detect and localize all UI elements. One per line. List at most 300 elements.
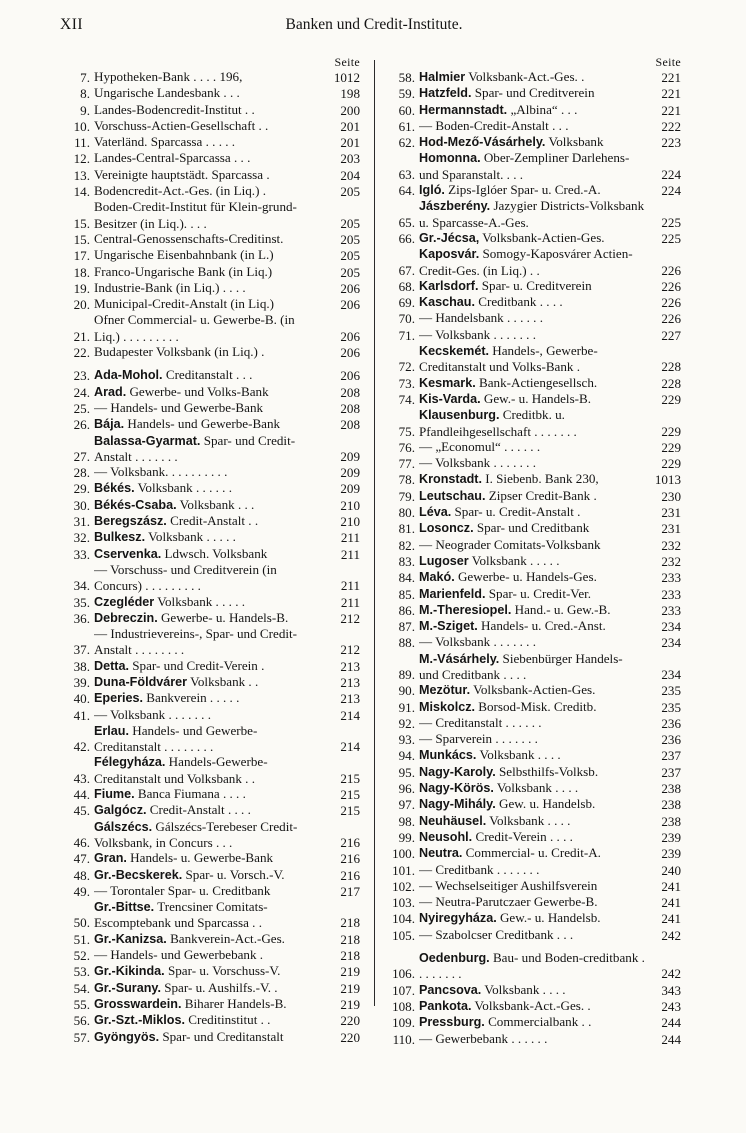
entry-text: [94, 786, 320, 802]
entry-description: — Volksbank . . . . . . .: [419, 326, 537, 342]
entry-page: 225: [661, 214, 681, 230]
entry-description: — Handels- und Gewerbe-Bank: [94, 399, 264, 415]
entry-description: Credit-Verein . . . .: [472, 828, 573, 844]
entry-number: 83.: [398, 553, 415, 569]
entry-page: 232: [661, 553, 681, 569]
entry-description: I. Siebenb. Bank 230,: [481, 471, 599, 487]
entry-page: 241: [661, 911, 681, 927]
column-divider: [374, 60, 375, 1006]
entry-text: [419, 1031, 645, 1047]
entry-text: [94, 344, 320, 360]
entry-text: [94, 610, 320, 626]
entry-number: 93.: [398, 732, 415, 748]
entry-page: 213: [340, 674, 360, 690]
entry-place-name: M.-Vásárhely.: [419, 651, 500, 666]
index-entry: [385, 230, 681, 246]
index-entry: [385, 780, 681, 796]
entry-number: 103.: [392, 895, 415, 911]
entry-number: 38.: [73, 658, 90, 674]
entry-place-name: Halmier: [419, 70, 466, 84]
entry-page: 210: [340, 514, 360, 530]
index-entry: [385, 998, 681, 1014]
entry-description: Handels- und Gewerbe-Creditanstalt . . . . . . . .: [94, 722, 258, 755]
entry-text: [94, 546, 320, 562]
entry-place-name: Hermannstadt.: [419, 102, 508, 117]
entry-number: 60.: [398, 102, 415, 118]
entry-page: 214: [340, 707, 360, 723]
entry-page: 206: [340, 345, 360, 361]
entry-text: [419, 764, 645, 780]
entry-number: 97.: [398, 797, 415, 813]
index-entry: [385, 407, 681, 439]
entry-number: 37.: [73, 642, 90, 658]
entry-description: — Volksbank . . . . . . .: [94, 706, 212, 722]
entry-place-name: Eperies.: [94, 691, 144, 706]
entry-page: 242: [661, 966, 681, 982]
entry-number: 82.: [398, 537, 415, 553]
index-entry: [62, 183, 360, 199]
entry-page: 215: [340, 787, 360, 803]
entry-description: Landes-Central-Sparcassa . . .: [94, 150, 251, 166]
entry-page: 208: [340, 384, 360, 400]
entry-text: [419, 182, 645, 198]
entry-place-name: Jászberény.: [419, 199, 491, 214]
entry-page: 209: [340, 465, 360, 481]
entry-description: Volksbank . . . .: [476, 747, 561, 763]
entry-page: 234: [661, 635, 681, 651]
entry-text: [419, 85, 645, 101]
entry-number: 70.: [398, 311, 415, 327]
entry-description: Zips-Iglóer Spar- u. Cred.-A.: [444, 182, 601, 198]
entry-page: 239: [661, 846, 681, 862]
entry-number: 107.: [392, 982, 415, 998]
entry-text: [94, 199, 320, 231]
entry-text: [419, 439, 645, 455]
entry-description: Vorschuss-Actien-Gesellschaft . .: [94, 117, 269, 133]
entry-text: [419, 278, 645, 294]
entry-page: 208: [340, 417, 360, 433]
entry-description: Hand.- u. Gew.-B.: [511, 601, 611, 617]
entry-text: [94, 931, 320, 947]
entry-page: 215: [340, 803, 360, 819]
entry-place-name: Kaposvár.: [419, 247, 480, 262]
entry-number: 56.: [73, 1013, 90, 1029]
entry-page: 224: [661, 166, 681, 182]
entry-text: [94, 883, 320, 899]
entry-description: — Volksbank . . . . . . .: [419, 634, 537, 650]
entry-place-name: Erlau.: [94, 723, 129, 738]
entry-description: Credit-Anstalt . .: [166, 513, 259, 529]
entry-number: 40.: [73, 691, 90, 707]
entry-place-name: Klausenburg.: [419, 408, 500, 423]
entry-page: 206: [340, 297, 360, 313]
entry-place-name: Nagy-Körös.: [419, 781, 494, 796]
entry-number: 39.: [73, 674, 90, 690]
entry-page: 233: [661, 602, 681, 618]
left-column: [62, 55, 360, 1045]
entry-page: 228: [661, 359, 681, 375]
entry-number: 10.: [73, 118, 90, 134]
index-entry: [62, 134, 360, 150]
entry-description: Creditinstitut . .: [184, 1012, 271, 1028]
index-entry: [385, 950, 681, 982]
entry-description: Industrie-Bank (in Liq.) . . . .: [94, 279, 246, 295]
entry-text: [94, 707, 320, 723]
entry-description: Handels-Gewerbe-Creditanstalt und Volksbank . .: [94, 754, 268, 786]
index-entry: [62, 247, 360, 263]
entry-description: Volksbank . . . .: [486, 812, 571, 828]
entry-number: 48.: [73, 867, 90, 883]
index-entry: [62, 529, 360, 545]
entry-description: Gewerbe- und Volks-Bank: [126, 383, 269, 399]
entry-page: 241: [661, 895, 681, 911]
index-entry: [385, 699, 681, 715]
entry-place-name: Gr.-Kikinda.: [94, 964, 165, 979]
entry-number: 15.: [73, 231, 90, 247]
entry-page: 343: [661, 982, 681, 998]
entry-number: 84.: [398, 570, 415, 586]
entry-description: Bankverein-Act.-Ges.: [166, 930, 285, 946]
entry-number: 68.: [398, 278, 415, 294]
entry-number: 86.: [398, 602, 415, 618]
entry-number: 78.: [398, 472, 415, 488]
entry-number: 77.: [398, 456, 415, 472]
entry-text: [94, 513, 320, 529]
entry-place-name: Duna-Földvárer: [94, 674, 188, 689]
entry-number: 18.: [73, 264, 90, 280]
entry-place-name: Gran.: [94, 851, 127, 866]
entry-number: 98.: [398, 813, 415, 829]
entry-description: Gewerbe- u. Handels-B.: [157, 609, 289, 625]
index-entry: [385, 278, 681, 294]
entry-description: Selbsthilfs-Volksb.: [495, 763, 599, 779]
entry-description: — Wechselseitiger Aushilfsverein: [419, 877, 598, 893]
entry-text: [419, 310, 645, 326]
entry-text: [94, 150, 320, 166]
entry-page: 221: [661, 86, 681, 102]
index-entry: [62, 658, 360, 674]
entry-description: Spar- u. Vorsch.-V.: [182, 866, 285, 882]
entry-description: Trencsiner Comitats-Escomptebank und Sparcassa . .: [94, 899, 268, 931]
entry-description: Municipal-Credit-Anstalt (in Liq.): [94, 296, 275, 312]
entry-page: 219: [340, 964, 360, 980]
entry-description: — Neograder Comitats-Volksbank: [419, 536, 601, 552]
entry-number: 20.: [73, 297, 90, 313]
page-number: XII: [60, 16, 84, 33]
entry-number: 29.: [73, 481, 90, 497]
entry-description: Gew. u. Handelsb.: [495, 796, 596, 812]
index-entry: [62, 707, 360, 723]
index-entry: [62, 480, 360, 496]
index-entry: [385, 391, 681, 407]
index-entry: [62, 513, 360, 529]
entry-place-name: Czegléder: [94, 594, 155, 609]
entry-description: Volksbank . . . . . .: [134, 480, 232, 496]
entry-description: — Creditbank . . . . . . .: [419, 861, 540, 877]
page-title: Banken und Credit-Institute.: [285, 16, 463, 33]
index-entry: [385, 439, 681, 455]
page-header: [60, 16, 688, 38]
index-entry: [62, 963, 360, 979]
index-entry: [385, 455, 681, 471]
entry-description: Ldwsch. Volksbank: [161, 545, 268, 561]
entry-text: [94, 497, 320, 513]
entry-page: 212: [340, 610, 360, 626]
entry-text: [94, 69, 320, 85]
entry-page: 237: [661, 748, 681, 764]
entry-text: [419, 998, 645, 1014]
entry-text: [419, 780, 645, 796]
entry-description: Spar- u. Credit-Ver.: [485, 585, 592, 601]
entry-page: 216: [340, 867, 360, 883]
index-entry: [385, 294, 681, 310]
entry-page: 216: [340, 834, 360, 850]
entry-number: 108.: [392, 998, 415, 1014]
entry-number: 28.: [73, 465, 90, 481]
entry-place-name: Gr.-Kanizsa.: [94, 931, 167, 946]
entry-page: 1012: [333, 70, 360, 85]
entry-text: [419, 375, 645, 391]
index-entry: [385, 1031, 681, 1047]
entry-description: — Gewerbebank . . . . . .: [419, 1030, 548, 1046]
index-entry: [62, 899, 360, 931]
entry-place-name: Gr.-Bittse.: [94, 900, 155, 915]
entry-text: [419, 634, 645, 650]
entry-description: Bodencredit-Act.-Ges. (in Liq.) .: [94, 183, 266, 199]
entry-page: 220: [340, 1029, 360, 1045]
entry-text: [419, 699, 645, 715]
entry-page: 238: [661, 781, 681, 797]
entry-text: [419, 391, 645, 407]
index-entry: [385, 634, 681, 650]
entry-page: 222: [661, 118, 681, 134]
entry-text: [94, 167, 320, 183]
entry-text: [94, 529, 320, 545]
entry-page: 212: [340, 642, 360, 658]
index-entry: [385, 764, 681, 780]
entry-place-name: Debreczin.: [94, 610, 158, 625]
entry-text: [94, 562, 320, 594]
entry-place-name: Losoncz.: [419, 521, 474, 536]
index-entry: [385, 246, 681, 278]
entry-text: [419, 1014, 645, 1030]
entry-page: 234: [661, 666, 681, 682]
entry-page: 200: [340, 102, 360, 118]
index-entry: [385, 118, 681, 134]
entry-page: 213: [340, 691, 360, 707]
index-entry: [385, 375, 681, 391]
right-column: [385, 55, 681, 1047]
index-entry: [385, 520, 681, 536]
index-entry: [62, 497, 360, 513]
entry-text: [419, 894, 645, 910]
index-entry: [385, 553, 681, 569]
index-entry: [385, 829, 681, 845]
entry-place-name: Félegyháza.: [94, 755, 166, 770]
entry-page: 211: [340, 578, 360, 594]
index-entry: [385, 927, 681, 943]
index-entry: [62, 85, 360, 101]
entry-number: 22.: [73, 345, 90, 361]
entry-page: 204: [340, 167, 360, 183]
entry-number: 12.: [73, 151, 90, 167]
entry-description: Biharer Handels-B.: [181, 995, 287, 1011]
entry-page: 217: [340, 883, 360, 899]
entry-number: 99.: [398, 829, 415, 845]
entry-page: 210: [340, 497, 360, 513]
entry-text: [94, 85, 320, 101]
entry-text: [94, 1012, 320, 1028]
entry-text: [419, 504, 645, 520]
entry-description: Gew.- u. Handels-B.: [480, 390, 592, 406]
entry-place-name: Marienfeld.: [419, 586, 486, 601]
index-entry: [385, 150, 681, 182]
entry-page: 206: [340, 368, 360, 384]
index-entry: [62, 802, 360, 818]
entry-page: 225: [661, 230, 681, 246]
entry-description: Spar- u. Vorschuss-V.: [164, 963, 281, 979]
entry-place-name: Detta.: [94, 658, 129, 673]
entry-text: [94, 231, 320, 247]
entry-page: 226: [661, 311, 681, 327]
entry-number: 79.: [398, 488, 415, 504]
entry-text: [419, 982, 645, 998]
entry-text: [419, 845, 645, 861]
entry-text: [94, 1029, 320, 1045]
entry-text: [419, 651, 645, 683]
index-entry: [62, 102, 360, 118]
entry-description: — Vorschuss- und Creditverein (in Concurs) . . . . . . . . .: [94, 561, 277, 594]
index-entry: [62, 996, 360, 1012]
entry-page: 201: [340, 118, 360, 134]
entry-page: 226: [661, 295, 681, 311]
entry-number: 8.: [80, 86, 90, 102]
entry-place-name: Oedenburg.: [419, 951, 490, 966]
entry-page: 228: [661, 375, 681, 391]
entry-description: Volksbank . . . . .: [154, 593, 246, 609]
entry-text: [94, 690, 320, 706]
index-entry: [385, 862, 681, 878]
entry-number: 23.: [73, 368, 90, 384]
entry-number: 41.: [73, 707, 90, 723]
entry-text: [94, 658, 320, 674]
entry-description: — Handelsbank . . . . . .: [419, 310, 544, 326]
entry-page: 213: [340, 658, 360, 674]
entry-number: 26.: [73, 417, 90, 433]
entry-text: [94, 264, 320, 280]
entry-page: 231: [661, 505, 681, 521]
index-entry: [62, 931, 360, 947]
entry-page: 205: [340, 215, 360, 231]
entry-number: 15.: [73, 215, 90, 231]
entry-text: [419, 102, 645, 118]
entry-place-name: Bulkesz.: [94, 530, 146, 545]
entry-page: 211: [340, 530, 360, 546]
entry-description: Volksbank . . . .: [481, 981, 566, 997]
entry-place-name: M.-Theresiopel.: [419, 602, 512, 617]
entry-page: 236: [661, 715, 681, 731]
entry-number: 31.: [73, 514, 90, 530]
entry-place-name: Békés.: [94, 481, 135, 496]
entry-page: 229: [661, 456, 681, 472]
entry-number: 109.: [392, 1015, 415, 1031]
index-entry: [385, 845, 681, 861]
index-entry: [385, 488, 681, 504]
entry-page: 216: [340, 851, 360, 867]
index-entry: [385, 471, 681, 487]
index-entry: [62, 433, 360, 465]
entry-place-name: Gr.-Surany.: [94, 980, 161, 995]
entry-description: Spar- und Creditverein: [471, 85, 595, 101]
entry-text: [419, 731, 645, 747]
entry-page: 219: [340, 980, 360, 996]
index-entry: [385, 618, 681, 634]
entry-description: Jazygier Districts-Volksbank u. Sparcasse-A.-Ges.: [419, 198, 645, 230]
entry-number: 43.: [73, 770, 90, 786]
entry-number: 47.: [73, 851, 90, 867]
entry-place-name: Kis-Varda.: [419, 391, 481, 406]
index-entry: [62, 280, 360, 296]
entry-number: 67.: [398, 262, 415, 278]
entry-place-name: Kaschau.: [419, 295, 475, 310]
entry-text: [419, 682, 645, 698]
entry-page: 208: [340, 400, 360, 416]
entry-number: 35.: [73, 594, 90, 610]
entry-description: — Neutra-Parutczaer Gewerbe-B.: [419, 894, 598, 910]
entry-description: Landes-Bodencredit-Institut . .: [94, 101, 255, 117]
entry-place-name: Karlsdorf.: [419, 278, 479, 293]
entry-description: — „Economul“ . . . . . .: [419, 438, 541, 454]
entry-page: 237: [661, 764, 681, 780]
entry-page: 1013: [654, 472, 681, 488]
entry-text: [94, 867, 320, 883]
entry-place-name: Neuhäusel.: [419, 813, 487, 828]
index-entry: [62, 312, 360, 344]
entry-number: 101.: [392, 862, 415, 878]
entry-number: 81.: [398, 521, 415, 537]
index-entry: [62, 400, 360, 416]
entry-description: Creditbank . . . .: [475, 294, 563, 310]
entry-number: 7.: [80, 70, 90, 85]
entry-number: 11.: [74, 135, 90, 151]
entry-text: [94, 464, 320, 480]
entry-number: 91.: [398, 699, 415, 715]
entry-number: 27.: [73, 448, 90, 464]
index-entry: [62, 264, 360, 280]
entry-place-name: Balassa-Gyarmat.: [94, 433, 201, 448]
entry-description: Franco-Ungarische Bank (in Liq.): [94, 263, 273, 279]
index-entry: [62, 167, 360, 183]
index-entry: [62, 546, 360, 562]
entry-text: [419, 618, 645, 634]
index-entry: [385, 813, 681, 829]
entry-number: 87.: [398, 619, 415, 635]
index-entry: [62, 610, 360, 626]
entry-text: [419, 878, 645, 894]
entry-text: [94, 819, 320, 851]
entry-number: 30.: [73, 497, 90, 513]
index-entry: [385, 747, 681, 763]
entry-text: [419, 69, 645, 85]
entry-page: 215: [340, 770, 360, 786]
entry-number: 21.: [73, 328, 90, 344]
entry-text: [94, 963, 320, 979]
entry-text: [419, 796, 645, 812]
index-entry: [385, 569, 681, 585]
entry-page: 223: [661, 135, 681, 151]
index-entry: [385, 586, 681, 602]
entry-text: [94, 594, 320, 610]
